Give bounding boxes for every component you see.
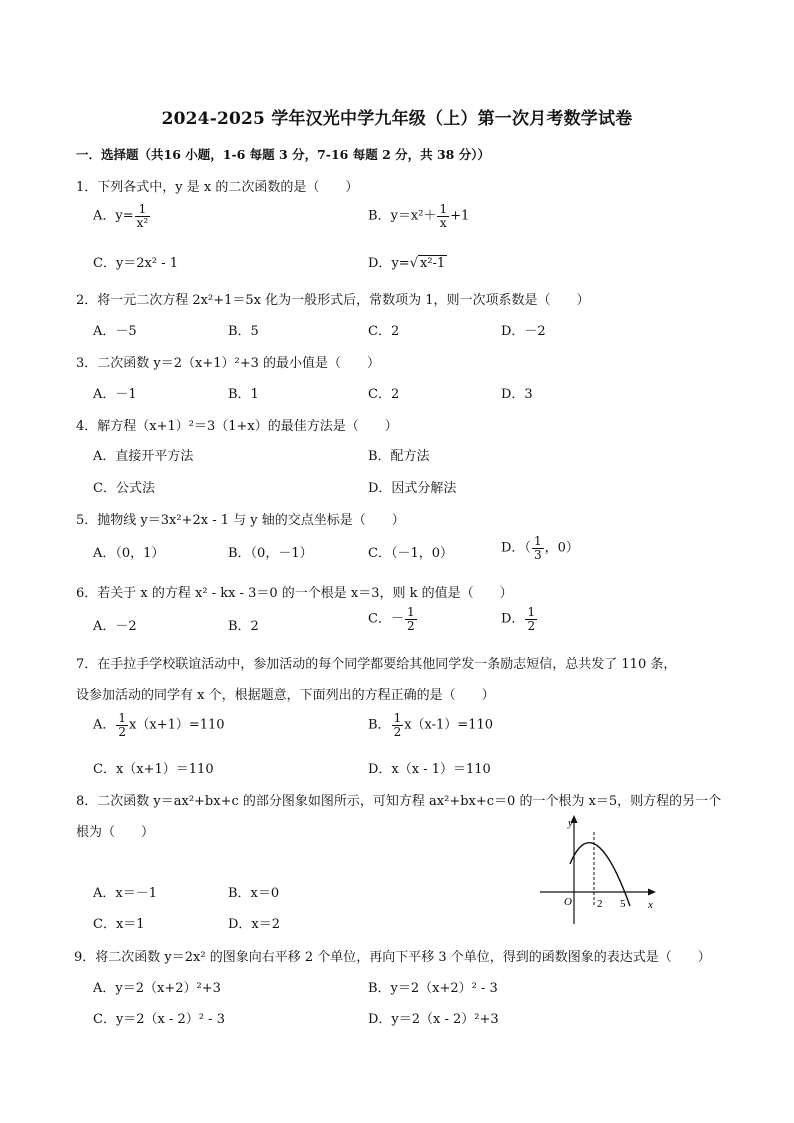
question-9-option-b[interactable]: B．y＝2（x+2）² - 3 <box>368 981 498 996</box>
question-3-option-a[interactable]: A．－1 <box>93 387 137 402</box>
question-8-option-c[interactable]: C．x＝1 <box>93 917 145 932</box>
fraction: $\frac{1}{3}$ <box>533 534 542 562</box>
question-2-option-d[interactable]: D．－2 <box>501 324 546 339</box>
question-4-option-c[interactable]: C．公式法 <box>93 481 155 496</box>
fraction: $\frac{1}{2}$ <box>406 605 415 633</box>
question-7-stem-line-2: 设参加活动的同学有 x 个，根据题意，下面列出的方程正确的是（ ） <box>76 688 495 703</box>
question-7-option-a[interactable]: A． $\frac{1}{2}$ x（x+1）=110 <box>93 711 225 739</box>
question-5-option-c[interactable]: C．（－1，0） <box>368 546 453 561</box>
question-6-option-c[interactable]: C．－ $\frac{1}{2}$ <box>368 605 415 633</box>
question-8-stem-line-2: 根为（ ） <box>76 825 155 840</box>
question-9-option-d[interactable]: D．y＝2（x - 2）²+3 <box>368 1012 499 1027</box>
question-2-option-b[interactable]: B．5 <box>228 324 259 339</box>
question-4-option-d[interactable]: D．因式分解法 <box>368 481 457 496</box>
fraction: $\frac{1}{2}$ <box>393 711 402 739</box>
parabola-graph <box>534 812 664 928</box>
question-3-stem: 3．二次函数 y＝2（x+1）²+3 的最小值是（ ） <box>76 356 381 371</box>
question-1-stem: 1．下列各式中，y 是 x 的二次函数的是（ ） <box>76 180 359 195</box>
question-8-stem-line-1: 8．二次函数 y＝ax²+bx+c 的部分图象如图所示，可知方程 ax²+bx+c＝0 的一个根为 x＝5，则方程的另一个 <box>76 794 722 809</box>
section-heading: 一．选择题（共16 小题，1-6 每题 3 分，7-16 每题 2 分，共 38 分）） <box>76 147 490 162</box>
question-5-option-b[interactable]: B．（0，－1） <box>228 546 313 561</box>
fraction: $\frac{1}{x}$ <box>439 202 448 230</box>
question-3-option-d[interactable]: D．3 <box>501 387 533 402</box>
question-2-option-a[interactable]: A．－5 <box>93 324 137 339</box>
question-6-option-b[interactable]: B．2 <box>228 619 259 634</box>
question-6-option-d[interactable]: D． $\frac{1}{2}$ <box>501 605 536 633</box>
question-9-option-c[interactable]: C．y＝2（x - 2）² - 3 <box>93 1012 225 1027</box>
tick-label-2: 2 <box>597 898 603 910</box>
question-7-option-b[interactable]: B． $\frac{1}{2}$ x（x-1）=110 <box>368 711 494 739</box>
sqrt-icon: √ <box>409 256 418 271</box>
fraction: $\frac{1}{2}$ <box>118 711 127 739</box>
parabola-curve <box>570 843 630 906</box>
page-title: 2024-2025 学年汉光中学九年级（上）第一次月考数学试卷 <box>161 109 633 129</box>
question-5-option-a[interactable]: A．（0，1） <box>93 546 165 561</box>
question-7-option-d[interactable]: D．x（x - 1）＝110 <box>368 762 491 777</box>
y-axis-label: y <box>568 817 573 829</box>
tick-label-5: 5 <box>620 898 626 910</box>
question-1-option-a[interactable]: A．y= $\frac{1}{\text{x²}}$ <box>93 202 149 230</box>
question-2-option-c[interactable]: C．2 <box>368 324 400 339</box>
question-1-option-b[interactable]: B．y＝x²＋ $\frac{1}{x}$ +1 <box>368 202 470 230</box>
question-7-stem-line-1: 7．在手拉手学校联谊活动中，参加活动的每个同学都要给其他同学发一条励志短信，总共发了 110 条， <box>76 657 677 672</box>
question-1-option-d[interactable]: D．y=√ x²-1 <box>368 256 446 271</box>
x-axis-arrow-icon <box>648 889 656 896</box>
question-4-stem: 4．解方程（x+1）²＝3（1+x）的最佳方法是（ ） <box>76 419 398 434</box>
question-4-option-b[interactable]: B．配方法 <box>368 449 430 464</box>
x-axis-label: x <box>648 899 653 911</box>
question-7-option-c[interactable]: C．x（x+1）＝110 <box>93 762 214 777</box>
origin-label: O <box>564 896 572 908</box>
question-9-option-a[interactable]: A．y＝2（x+2）²+3 <box>93 981 221 996</box>
question-3-option-b[interactable]: B．1 <box>228 387 259 402</box>
question-6-option-a[interactable]: A．－2 <box>93 619 137 634</box>
question-2-stem: 2．将一元二次方程 2x²+1＝5x 化为一般形式后，常数项为 1，则一次项系数是（ ） <box>76 293 590 308</box>
question-4-option-a[interactable]: A．直接开平方法 <box>93 449 194 464</box>
question-5-option-d[interactable]: D．（ $\frac{1}{3}$ ，0） <box>501 534 579 562</box>
question-8-option-d[interactable]: D．x＝2 <box>228 917 281 932</box>
question-1-option-c[interactable]: C．y＝2x² - 1 <box>93 256 179 271</box>
fraction: $\frac{1}{2}$ <box>527 605 536 633</box>
question-8-option-a[interactable]: A．x＝－1 <box>93 886 157 901</box>
question-8-option-b[interactable]: B．x＝0 <box>228 886 280 901</box>
question-6-stem: 6．若关于 x 的方程 x² - kx - 3＝0 的一个根是 x＝3，则 k 的值是（ ） <box>76 586 513 601</box>
question-5-stem: 5．抛物线 y＝3x²+2x - 1 与 y 轴的交点坐标是（ ） <box>76 513 405 528</box>
question-9-stem: 9．将二次函数 y＝2x² 的图象向右平移 2 个单位，再向下平移 3 个单位，得到的函数图象的表达式是（ ） <box>74 950 711 965</box>
fraction: $\frac{1}{\text{x²}}$ <box>136 202 149 230</box>
question-3-option-c[interactable]: C．2 <box>368 387 400 402</box>
